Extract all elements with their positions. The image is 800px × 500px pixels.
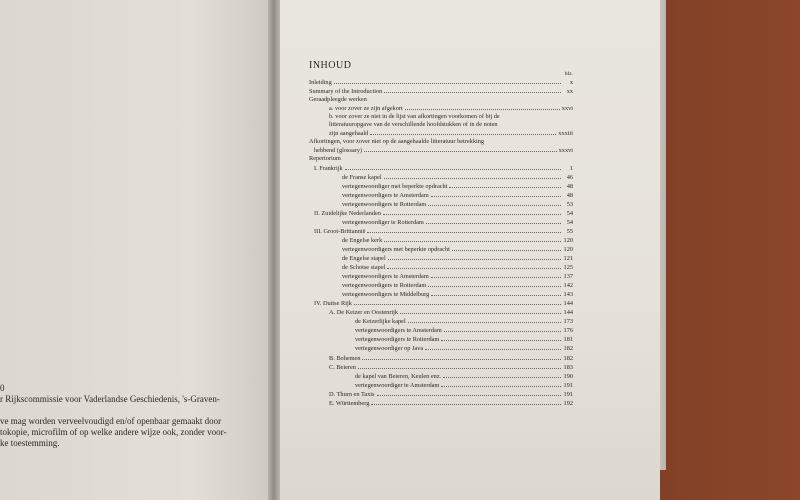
toc-entry <box>309 263 573 272</box>
toc-entry-page: xx <box>566 88 573 96</box>
toc-entry <box>309 104 573 113</box>
toc-leader-dots <box>334 78 561 84</box>
toc-leader-dots <box>426 218 561 224</box>
toc-leader-dots <box>377 390 562 396</box>
toc-leader-dots <box>502 113 561 118</box>
toc-entry-label: zijn aangehaald <box>329 130 369 138</box>
toc-entry-label: b. voor zover ze niet in de lijst van afkortingen voorkomen of bij de <box>329 113 500 121</box>
toc-entry <box>309 344 573 353</box>
toc-entry-page: 120 <box>563 236 573 244</box>
toc-entry <box>309 138 573 146</box>
toc-entry-label: vertegenwoordigers met beperkte opdracht <box>342 245 450 253</box>
toc-entry-page: 190 <box>563 372 573 380</box>
toc-entry <box>309 200 573 209</box>
toc-leader-dots <box>449 182 561 188</box>
toc-leader-dots <box>387 263 561 269</box>
toc-entry-label: vertegenwoordigers te Rotterdam <box>342 282 427 290</box>
toc-entry-label: vertegenwoordigers te Amsterdam <box>342 191 429 199</box>
toc-entry-page: 46 <box>566 173 573 181</box>
toc-entry-label: Geraadpleegde werken <box>309 96 367 104</box>
toc-entry-label: II. Zuidelijke Nederlanden <box>314 209 381 217</box>
toc-entry-page: 182 <box>563 345 573 353</box>
toc-entry-label: C. Beieren <box>329 363 356 371</box>
toc-leader-dots <box>388 254 561 260</box>
toc-entry <box>309 121 573 129</box>
toc-leader-dots <box>452 245 561 251</box>
toc-entry <box>309 254 573 263</box>
toc-entry <box>309 372 573 381</box>
toc-entry <box>309 173 573 182</box>
toc-entry-label: de Engelse kerk <box>342 236 383 244</box>
toc-entry-page: 48 <box>566 182 573 190</box>
toc-leader-dots <box>358 363 561 369</box>
toc-leader-dots <box>425 344 561 350</box>
toc-entry-label: Afkortingen, voor zover niet op de aangehaalde litteratuur betrekking <box>309 138 485 146</box>
toc-entry-page: 191 <box>563 381 573 389</box>
toc-entry <box>309 381 573 390</box>
toc-entry-label: B. Bohemen <box>329 354 361 362</box>
left-page <box>0 0 272 500</box>
toc-entry <box>309 182 573 191</box>
toc-leader-dots <box>345 164 561 170</box>
toc-entry-label: vertegenwoordigers te Rotterdam <box>342 200 427 208</box>
toc-entry-page: 55 <box>566 227 573 235</box>
toc-entry-page: 142 <box>563 282 573 290</box>
toc-entry-page: 120 <box>563 245 573 253</box>
toc-leader-dots <box>362 354 561 360</box>
toc-leader-dots <box>486 138 561 143</box>
toc-entry-label: Inleiding <box>309 79 332 87</box>
toc-leader-dots <box>441 381 561 387</box>
toc-entry <box>309 78 573 87</box>
toc-entry-page: x <box>569 79 573 87</box>
colophon-line: ke toestemming. <box>0 438 60 448</box>
toc-entry-label: litteratuuropgave van de verschillende hoofdstukken of in de noten <box>329 121 498 129</box>
toc-entry-label: vertegenwoordigers te Amsterdam <box>355 327 442 335</box>
toc-entry-page: 144 <box>563 309 573 317</box>
toc-entry-label: vertegenwoordiger te Rotterdam <box>342 218 424 226</box>
toc-entry-page: 192 <box>563 399 573 407</box>
toc-entry-label: de Engelse stapel <box>342 254 386 262</box>
toc-leader-dots <box>384 236 561 242</box>
toc-leader-dots <box>408 317 561 323</box>
toc-entry <box>309 354 573 363</box>
toc-entry-page: 125 <box>563 264 573 272</box>
toc-entry <box>309 317 573 326</box>
toc-leader-dots <box>428 200 561 206</box>
colophon-line: tokopie, microfilm of op welke andere wijze ook, zonder voor- <box>0 427 227 437</box>
toc-entry-page: xxxvi <box>558 147 573 155</box>
toc-entry-page: 137 <box>563 273 573 281</box>
toc-entry-page: 183 <box>563 363 573 371</box>
toc-leader-dots <box>384 87 561 93</box>
toc-entry-page: 191 <box>563 390 573 398</box>
toc-entry-page: 176 <box>563 327 573 335</box>
toc-entry <box>309 281 573 290</box>
toc-leader-dots <box>383 209 561 215</box>
toc-entry-page: xxvi <box>561 105 573 113</box>
toc-entry-page: 53 <box>566 200 573 208</box>
toc-entry-page: 173 <box>563 318 573 326</box>
toc-entry-page: 121 <box>563 254 573 262</box>
toc-entry-page: 1 <box>569 164 573 172</box>
toc-entry-label: vertegenwoordigers te Middelburg <box>342 291 430 299</box>
toc-entry <box>309 129 573 138</box>
colophon-line: r Rijkscommissie voor Vaderlandse Geschiedenis, 's-Graven- <box>0 394 220 404</box>
toc-leader-dots <box>400 308 561 314</box>
toc-rows <box>309 78 573 408</box>
toc-entry-label: vertegenwoordiger op Java <box>355 345 424 353</box>
colophon-line: 0 <box>0 383 5 393</box>
toc-entry <box>309 290 573 299</box>
toc-entry-page: 181 <box>563 336 573 344</box>
toc-entry-label: E. Württemberg <box>329 399 370 407</box>
toc-leader-dots <box>370 129 556 135</box>
toc-entry <box>309 209 573 218</box>
toc-entry <box>309 272 573 281</box>
toc-entry-page: 54 <box>566 209 573 217</box>
page-column-header: blz. <box>564 71 573 78</box>
toc-entry <box>309 113 573 121</box>
toc-entry-label: I. Frankrijk <box>314 164 343 172</box>
toc-entry-page: 143 <box>563 291 573 299</box>
toc-entry <box>309 363 573 372</box>
toc-entry <box>309 326 573 335</box>
toc-entry-label: de Keizerlijke kapel <box>355 318 406 326</box>
colophon <box>0 383 272 449</box>
toc-entry <box>309 218 573 227</box>
toc-entry-label: vertegenwoordiger met beperkte opdracht <box>342 182 448 190</box>
toc-entry-label: de Franse kapel <box>342 173 382 181</box>
table-of-contents <box>309 62 573 408</box>
toc-entry-label: III. Groot-Brittannië <box>314 227 366 235</box>
toc-leader-dots <box>369 96 561 101</box>
toc-entry-page: 48 <box>566 191 573 199</box>
toc-leader-dots <box>441 335 561 341</box>
colophon-line: ve mag worden verveelvoudigd en/of openbaar gemaakt door <box>0 416 222 426</box>
toc-entry-label: de kapel van Beieren, Keulen enz. <box>355 372 442 380</box>
toc-leader-dots <box>364 146 557 152</box>
toc-leader-dots <box>500 121 561 126</box>
toc-leader-dots <box>443 372 561 378</box>
toc-entry-page: 54 <box>566 218 573 226</box>
toc-leader-dots <box>431 290 561 296</box>
toc-entry-label: de Schotse stapel <box>342 264 386 272</box>
toc-entry-page: 182 <box>563 354 573 362</box>
toc-entry-label: vertegenwoordigers te Rotterdam <box>355 336 440 344</box>
toc-entry-label: Repertorium <box>309 155 341 163</box>
toc-leader-dots <box>405 104 560 110</box>
toc-leader-dots <box>343 155 561 160</box>
toc-title: INHOUD <box>309 60 352 71</box>
toc-entry-label: Summary of the Introduction <box>309 88 383 96</box>
toc-leader-dots <box>367 227 561 233</box>
toc-leader-dots <box>444 326 561 332</box>
toc-entry-label: IV. Duitse Rijk <box>314 300 352 308</box>
toc-entry-label: a. voor zover ze zijn afgekort <box>329 105 403 113</box>
toc-entry-page: 144 <box>563 300 573 308</box>
toc-entry <box>309 236 573 245</box>
toc-leader-dots <box>431 191 561 197</box>
toc-entry <box>309 399 573 408</box>
toc-entry <box>309 87 573 96</box>
toc-leader-dots <box>354 299 561 305</box>
toc-entry <box>309 390 573 399</box>
toc-entry <box>309 308 573 317</box>
toc-entry-label: hebbend (glossary) <box>314 147 363 155</box>
toc-entry <box>309 146 573 155</box>
toc-entry-label: vertegenwoordigers te Amsterdam <box>342 273 429 281</box>
toc-entry <box>309 191 573 200</box>
toc-leader-dots <box>428 281 561 287</box>
toc-entry <box>309 164 573 173</box>
colophon-line <box>0 405 272 416</box>
toc-entry-label: A. De Keizer en Oostenrijk <box>329 309 399 317</box>
toc-entry-label: D. Thurn en Taxis <box>329 390 375 398</box>
toc-entry <box>309 96 573 104</box>
toc-entry <box>309 155 573 163</box>
toc-entry <box>309 245 573 254</box>
toc-entry <box>309 227 573 236</box>
toc-entry-label: vertegenwoordiger te Amsterdam <box>355 381 440 389</box>
toc-entry-page: xxxiii <box>558 130 573 138</box>
toc-entry <box>309 299 573 308</box>
toc-leader-dots <box>384 173 561 179</box>
toc-leader-dots <box>431 272 561 278</box>
toc-leader-dots <box>371 399 561 405</box>
toc-entry <box>309 335 573 344</box>
